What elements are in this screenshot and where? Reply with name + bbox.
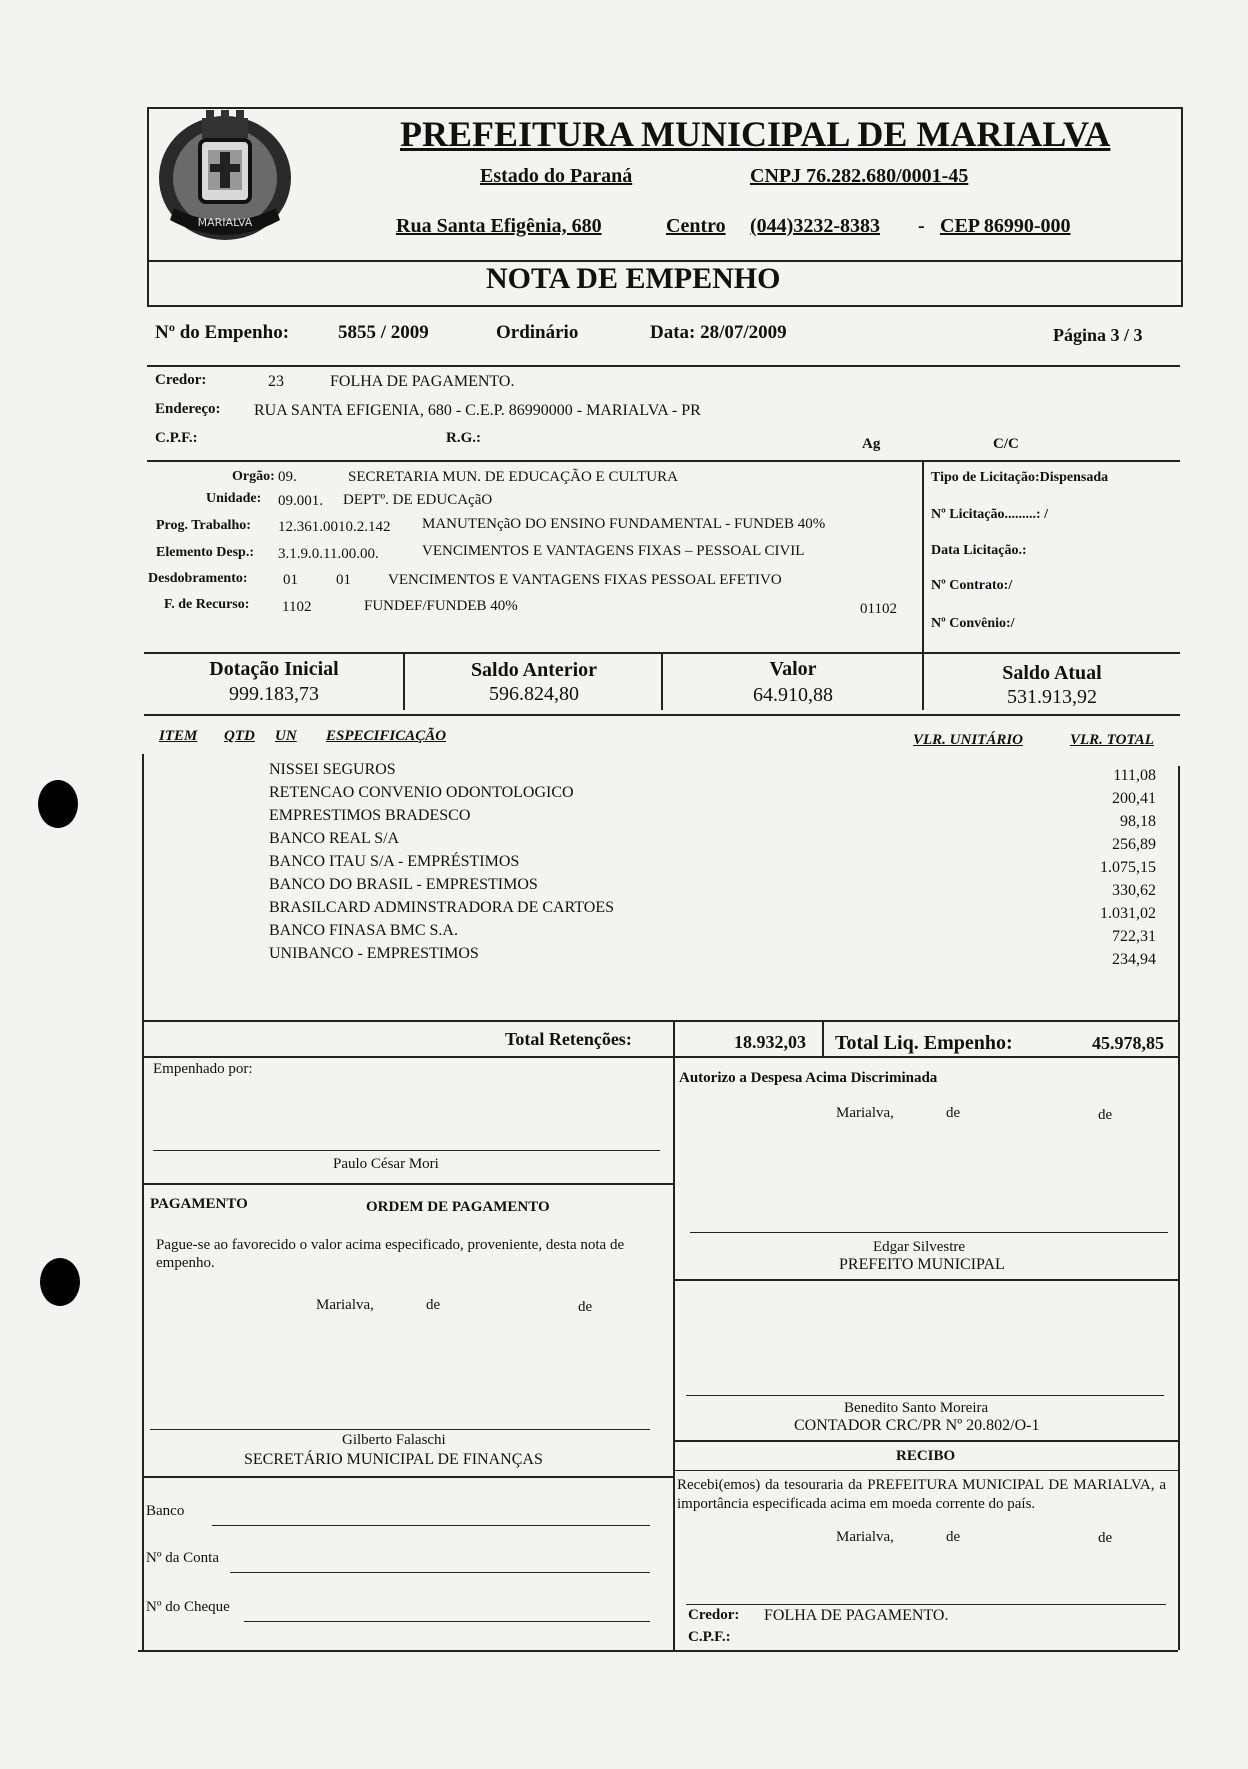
valor-value: 64.910,88 <box>753 684 833 706</box>
desdobramento-b: 01 <box>336 572 351 588</box>
desdobramento-label: Desdobramento: <box>148 571 248 586</box>
binder-hole-bottom <box>40 1258 80 1306</box>
empenhado-por-name: Paulo César Mori <box>333 1156 439 1172</box>
total-retencoes-value: 18.932,03 <box>734 1032 806 1052</box>
orgao-label: Orgão: <box>232 469 275 484</box>
recurso-label: F. de Recurso: <box>164 597 250 612</box>
secretario-name: Gilberto Falaschi <box>342 1432 446 1448</box>
right-de-1: de <box>946 1105 961 1121</box>
header-dash: - <box>918 215 925 237</box>
right-de-2: de <box>1098 1107 1113 1123</box>
unidade-name: DEPTº. DE EDUCAçãO <box>343 492 493 508</box>
credor-code: 23 <box>268 373 284 390</box>
saldo-atual-label: Saldo Atual <box>1002 662 1102 684</box>
prefeitura-title: PREFEITURA MUNICIPAL DE MARIALVA <box>400 114 1111 154</box>
valor-label: Valor <box>769 658 817 680</box>
prefeito-name: Edgar Silvestre <box>873 1239 966 1255</box>
empenhado-por-label: Empenhado por: <box>153 1061 253 1077</box>
rg-label: R.G.: <box>446 430 481 446</box>
total-liq-value: 45.978,85 <box>1092 1033 1164 1053</box>
list-item: EMPRESTIMOS BRADESCO <box>269 807 471 824</box>
svg-text:MARIALVA: MARIALVA <box>197 216 253 229</box>
unidade-label: Unidade: <box>206 491 262 506</box>
ordem-pagamento-label: ORDEM DE PAGAMENTO <box>366 1199 550 1215</box>
right-city: Marialva, <box>836 1105 894 1121</box>
recurso-number: 01102 <box>860 601 897 617</box>
item-descriptions <box>269 758 614 965</box>
page-number: Página 3 / 3 <box>1053 325 1143 345</box>
col-vlr-unitario: VLR. UNITÁRIO <box>913 732 1024 748</box>
recurso-code: 1102 <box>282 599 312 615</box>
num-convenio: Nº Convênio:/ <box>931 616 1015 631</box>
desdobramento-a: 01 <box>283 572 298 588</box>
address-district: Centro <box>666 215 726 237</box>
empenho-number: 5855 / 2009 <box>338 322 429 343</box>
prog-label: Prog. Trabalho: <box>156 518 251 533</box>
col-item: ITEM <box>159 728 198 744</box>
total-retencoes-label: Total Retenções: <box>505 1029 632 1049</box>
col-especificacao: ESPECIFICAÇÃO <box>326 728 447 744</box>
item-total: 256,89 <box>1112 836 1156 853</box>
prog-name: MANUTENçãO DO ENSINO FUNDAMENTAL - FUNDEB 40% <box>422 516 826 532</box>
cpf-label: C.P.F.: <box>155 430 198 446</box>
col-qtd: QTD <box>224 728 255 744</box>
item-total: 1.031,02 <box>1100 905 1156 922</box>
recibo-de-2: de <box>1098 1530 1113 1546</box>
recibo-credor-name: FOLHA DE PAGAMENTO. <box>764 1607 949 1624</box>
data-licitacao: Data Licitação.: <box>931 543 1027 558</box>
list-item: BRASILCARD ADMINSTRADORA DE CARTOES <box>269 899 615 916</box>
empenho-number-label: Nº do Empenho: <box>155 322 290 343</box>
cheque-label: Nº do Cheque <box>146 1599 230 1615</box>
list-item: NISSEI SEGUROS <box>269 761 396 778</box>
recibo-title: RECIBO <box>896 1448 956 1464</box>
left-de-2: de <box>578 1299 593 1315</box>
orgao-code: 09. <box>278 469 297 485</box>
item-totals <box>1040 764 1156 971</box>
num-contrato: Nº Contrato:/ <box>931 578 1013 593</box>
item-total: 234,94 <box>1112 951 1156 968</box>
recibo-de-1: de <box>946 1529 961 1545</box>
item-total: 200,41 <box>1112 790 1156 807</box>
saldo-anterior-value: 596.824,80 <box>489 683 579 705</box>
unidade-code: 09.001. <box>278 493 323 509</box>
saldo-atual-value: 531.913,92 <box>1007 686 1097 708</box>
left-city: Marialva, <box>316 1297 374 1313</box>
empenho-type: Ordinário <box>496 322 579 343</box>
doc-title: NOTA DE EMPENHO <box>486 262 781 295</box>
list-item: BANCO REAL S/A <box>269 830 400 847</box>
recibo-cpf-label: C.P.F.: <box>688 1629 731 1645</box>
tipo-licitacao: Tipo de Licitação:Dispensada <box>931 470 1109 485</box>
saldo-anterior-label: Saldo Anterior <box>470 659 598 681</box>
recibo-credor-label: Credor: <box>688 1607 740 1623</box>
state-name: Estado do Paraná <box>480 165 633 187</box>
recurso-name: FUNDEF/FUNDEB 40% <box>364 598 518 614</box>
banco-label: Banco <box>146 1503 185 1519</box>
recibo-text: Recebi(emos) da tesouraria da PREFEITURA MUNICIPAL DE MARIALVA, a importância especificada acima em moeda corrente do país. <box>677 1477 1166 1512</box>
list-item: BANCO DO BRASIL - EMPRESTIMOS <box>269 876 538 893</box>
coat-of-arms-logo <box>150 100 300 250</box>
banco-field[interactable] <box>212 1525 650 1526</box>
item-total: 330,62 <box>1112 882 1156 899</box>
elemento-label: Elemento Desp.: <box>156 545 254 560</box>
credor-label: Credor: <box>155 372 207 388</box>
credor-name: FOLHA DE PAGAMENTO. <box>330 373 515 390</box>
orgao-name: SECRETARIA MUN. DE EDUCAÇÃO E CULTURA <box>348 469 678 485</box>
item-total: 111,08 <box>1113 767 1156 784</box>
elemento-code: 3.1.9.0.11.00.00. <box>278 546 379 562</box>
cheque-field[interactable] <box>244 1621 650 1622</box>
col-un: UN <box>275 728 297 744</box>
address-label: Endereço: <box>155 401 221 417</box>
secretario-title: SECRETÁRIO MUNICIPAL DE FINANÇAS <box>244 1451 543 1468</box>
recibo-city: Marialva, <box>836 1529 894 1545</box>
address-street: Rua Santa Efigênia, 680 <box>396 215 602 237</box>
dotacao-inicial-label: Dotação Inicial <box>209 658 339 680</box>
total-liq-label: Total Liq. Empenho: <box>835 1032 1013 1054</box>
contador-title: CONTADOR CRC/PR Nº 20.802/O-1 <box>794 1417 1040 1434</box>
pagamento-label: PAGAMENTO <box>150 1196 248 1212</box>
ag-label: Ag <box>862 436 881 452</box>
prefeito-title: PREFEITO MUNICIPAL <box>839 1256 1005 1273</box>
empenho-date: Data: 28/07/2009 <box>650 322 787 343</box>
dotacao-inicial-value: 999.183,73 <box>229 683 319 705</box>
cep: CEP 86990-000 <box>940 215 1071 237</box>
contador-name: Benedito Santo Moreira <box>844 1400 989 1416</box>
left-de-1: de <box>426 1297 441 1313</box>
binder-hole-top <box>38 780 78 828</box>
item-total: 1.075,15 <box>1100 859 1156 876</box>
col-vlr-total: VLR. TOTAL <box>1070 732 1154 748</box>
item-total: 722,31 <box>1112 928 1156 945</box>
autorizo-text: Autorizo a Despesa Acima Discriminada <box>679 1070 938 1086</box>
desdobramento-name: VENCIMENTOS E VANTAGENS FIXAS PESSOAL EFETIVO <box>388 572 782 588</box>
list-item: UNIBANCO - EMPRESTIMOS <box>269 945 479 962</box>
prog-code: 12.361.0010.2.142 <box>278 519 391 535</box>
list-item: RETENCAO CONVENIO ODONTOLOGICO <box>269 784 574 801</box>
item-total: 98,18 <box>1120 813 1156 830</box>
list-item: BANCO ITAU S/A - EMPRÉSTIMOS <box>269 853 520 870</box>
credor-address: RUA SANTA EFIGENIA, 680 - C.E.P. 86990000 - MARIALVA - PR <box>254 402 701 419</box>
num-licitacao: Nº Licitação.........: / <box>931 507 1048 522</box>
phone: (044)3232-8383 <box>750 215 880 237</box>
pague-se-text: Pague-se ao favorecido o valor acima especificado, proveniente, desta nota de empenho. <box>156 1237 625 1271</box>
cc-label: C/C <box>993 436 1019 452</box>
list-item: BANCO FINASA BMC S.A. <box>269 922 458 939</box>
cnpj: CNPJ 76.282.680/0001-45 <box>750 165 969 187</box>
elemento-name: VENCIMENTOS E VANTAGENS FIXAS – PESSOAL CIVIL <box>422 543 805 559</box>
conta-field[interactable] <box>230 1572 650 1573</box>
conta-label: Nº da Conta <box>146 1550 219 1566</box>
